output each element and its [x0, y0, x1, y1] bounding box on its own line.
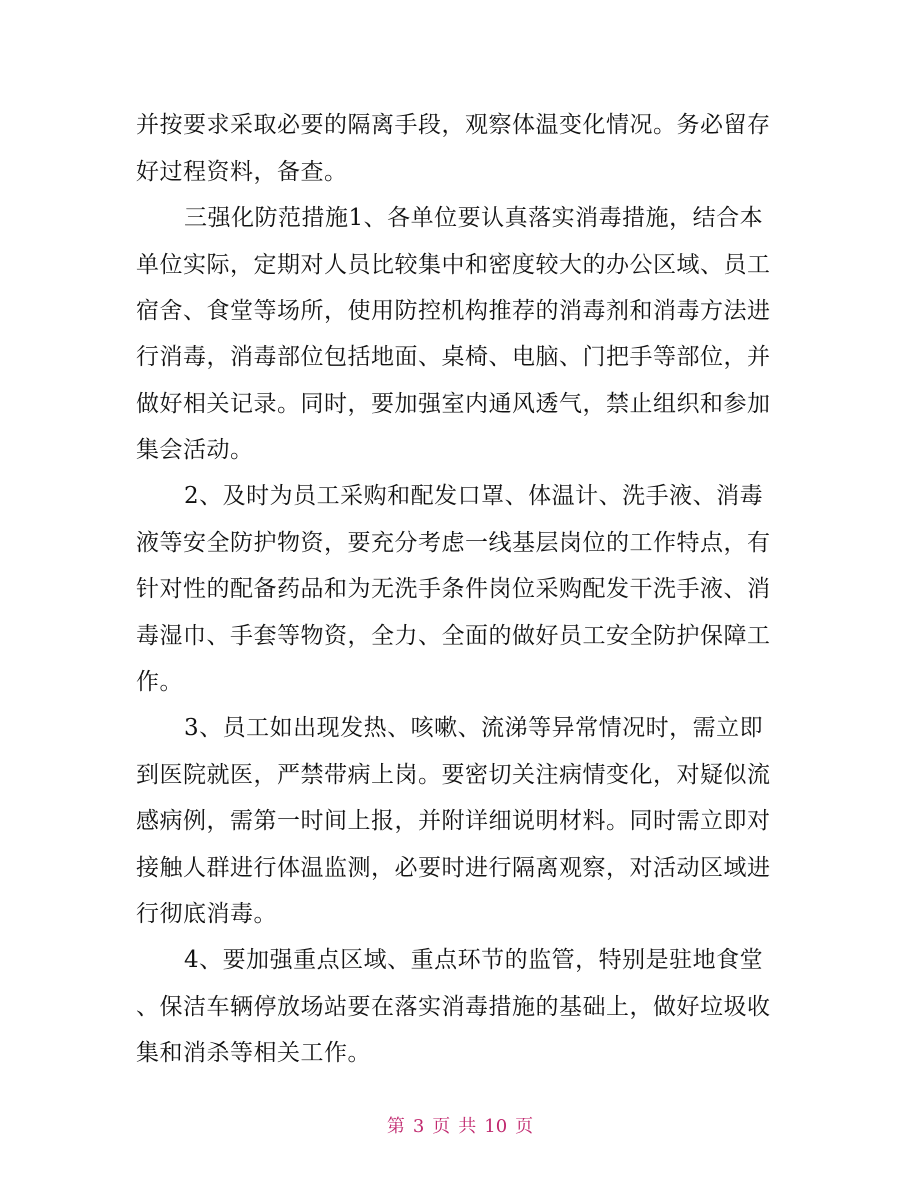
footer-prefix: 第 [386, 1116, 405, 1137]
footer-suffix: 页 [515, 1116, 534, 1137]
text-line: 毒湿巾、手套等物资，全力、全面的做好员工安全防护保障工 [136, 623, 771, 649]
text-line: 行彻底消毒。 [136, 901, 277, 927]
text-line: 三强化防范措施1、各单位要认真落实消毒措施，结合本 [184, 205, 764, 231]
footer-total-word: 共 [458, 1116, 477, 1137]
footer-current-page: 3 [412, 1116, 425, 1137]
text-line: 宿舍、食堂等场所，使用防控机构推荐的消毒剂和消毒方法进 [136, 298, 771, 324]
text-line: 作。 [136, 669, 183, 695]
text-line: 并按要求采取必要的隔离手段，观察体温变化情况。务必留存 [136, 112, 771, 138]
text-line: 2、及时为员工采购和配发口罩、体温计、洗手液、消毒 [184, 483, 764, 509]
text-line: 到医院就医，严禁带病上岗。要密切关注病情变化，对疑似流 [136, 762, 771, 788]
text-line: 针对性的配备药品和为无洗手条件岗位采购配发干洗手液、消 [136, 576, 771, 602]
footer-page-word: 页 [432, 1116, 451, 1137]
text-line: 接触人群进行体温监测，必要时进行隔离观察，对活动区域进 [136, 855, 771, 881]
text-line: 行消毒，消毒部位包括地面、桌椅、电脑、门把手等部位，并 [136, 344, 771, 370]
footer-total-pages: 10 [484, 1116, 508, 1137]
text-line: 、保洁车辆停放场站要在落实消毒措施的基础上，做好垃圾收 [136, 994, 771, 1020]
text-line: 液等安全防护物资，要充分考虑一线基层岗位的工作特点，有 [136, 530, 771, 556]
text-line: 单位实际，定期对人员比较集中和密度较大的办公区域、员工 [136, 252, 771, 278]
text-line: 感病例，需第一时间上报，并附详细说明材料。同时需立即对 [136, 808, 771, 834]
text-line: 做好相关记录。同时，要加强室内通风透气，禁止组织和参加 [136, 391, 771, 417]
page-number-footer [0, 1112, 920, 1138]
text-line: 好过程资料，备查。 [136, 159, 348, 185]
text-line: 3、员工如出现发热、咳嗽、流涕等异常情况时，需立即 [184, 715, 764, 741]
text-line: 集和消杀等相关工作。 [136, 1040, 371, 1066]
text-line: 集会活动。 [136, 437, 254, 463]
text-line: 4、要加强重点区域、重点环节的监管，特别是驻地食堂 [184, 947, 764, 973]
